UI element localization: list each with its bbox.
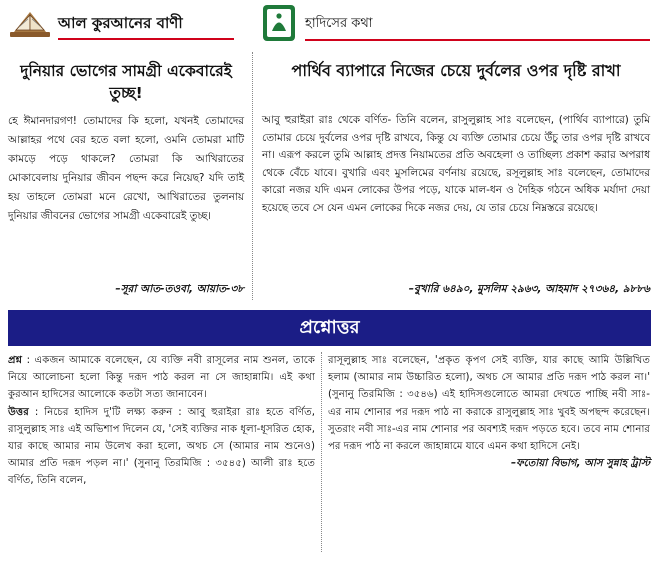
question-text: : একজন আমাকে বলেছেন, যে ব্যক্তি নবী রাসূলের নাম শুনল, তাকে নিয়ে আলোচনা হলো কিন্তু দরূদ পাঠ করল না সে জাহান্নামি। এই কথা কুরআন হাদিসের আলোকে কতটা সত্য জানাবেন।	[8, 355, 315, 401]
quran-article-body: হে ঈমানদারগণ! তোমাদের কি হলো, যখনই তোমাদের আল্লাহর পথে বের হতে বলা হলো, ওমনি তোমরা মাটি কামড়ে পড়ে থাকলে? তোমরা কি আখিরাতের মোকাবেলায় দুনিয়ার জীবন পছন্দ করে নিয়েছ? যদি তাই হয় তাহলে তোমরা মনে রেখো, আখিরাতের তুলনায় দুনিয়ার জীবনের ভোগের সামগ্রী একেবারেই তুচ্ছ।	[8, 115, 244, 222]
qa-column-divider	[321, 352, 322, 552]
qa-section-banner: প্রশ্নোত্তর	[8, 310, 651, 346]
quran-article-headline: দুনিয়ার ভোগের সামগ্রী একেবারেই তুচ্ছ!	[20, 62, 232, 102]
hadith-article-source: –বুখারি ৬৪৯০, মুসলিম ২৯৬৩, আহমাদ ২৭৩৬৪, ৯৮৮৬	[408, 283, 650, 295]
qa-left-column	[8, 352, 315, 490]
quran-article-source: –সূরা আত-তওবা, আয়াত-৩৮	[115, 283, 244, 295]
quran-section-title: আল কুরআনের বাণী	[58, 14, 183, 32]
hadith-title-underline	[305, 39, 650, 41]
hadith-article-body: আবু হুরাইরা রাঃ থেকে বর্ণিত- তিনি বলেন, রাসুলুল্লাহ সাঃ বলেছেন, (পার্থিব ব্যাপারে) তুমি তোমার চেয়ে দুর্বলের ওপর দৃষ্টি রাখবে, কিন্তু যে ব্যক্তি তোমার চেয়ে উঁচু তার ওপর দৃষ্টি রাখবে না। এরূপ করলে তুমি আল্লাহ প্রদত্ত নিয়ামতের প্রতি অবহেলা ও তাচ্ছিল্য প্রকাশ করার অপরাধ থেকে বেঁচে যাবে। বুখারি এবং মুসলিমের বর্ণনায় রয়েছে, রসূলুল্লাহ সাঃ বলেছেন, তোমাদের কারো নজর যদি এমন লোকের উপর পড়ে, যাকে মাল-ধন ও দৈহিক গঠনে অধিক মর্যাদা দেয়া হয়েছে তবে সে যেন এমন লোকের দিকে নজর দেয়, যে তার চেয়ে নিম্নস্তরে রয়েছে।	[262, 114, 650, 214]
quran-title-underline	[58, 38, 234, 40]
quran-book-icon	[8, 6, 52, 40]
qa-credit: –ফতোয়া বিভাগ, আস সুন্নাহ ট্রাস্ট	[511, 458, 650, 470]
hadith-book-icon	[262, 4, 296, 42]
hadith-section-title: হাদিসের কথা	[305, 16, 373, 31]
qa-right-column	[328, 352, 650, 472]
answer-text-part1: : নিচের হাদিস দু'টি লক্ষ্য করুন : আবু হুরাইরা রাঃ হতে বর্ণিত, রাসুলুল্লাহ সাঃ এই অভিশাপ দিলেন যে, 'সেই ব্যক্তির নাক ধূলা-ধূসরিত হোক, যার কাছে আমার নাম উলেখ করা হলো, অথচ সে (আমার নাম শুনেও) আমার প্রতি দরূদ পড়ল না।' (সুনানু তিরমিজি : ৩৫৪৫) আলী রাঃ হতে বর্ণিত, তিনি বলেন,	[8, 406, 315, 487]
answer-text-part2: রাসূলুল্লাহ সাঃ বলেছেন, 'প্রকৃত কৃপণ সেই ব্যক্তি, যার কাছে আমি উল্লিখিত হলাম (আমার নাম উচ্চারিত হলো), অথচ সে আমার প্রতি দরূদ পাঠ করল না।' (সুনানু তিরমিজি : ৩৫৪৬) এই হাদিসগুলোতে আমরা দেখতে পাচ্ছি নবী সাঃ-এর নাম শোনার পর দরূদ পাঠ না করাকে রাসুলুল্লাহ সাঃ খুবই অপছন্দ করেছেন। সুতরাং নবী সাঃ-এর নাম শোনার পর অবশ্যই দরূদ পড়তে হবে। তবে নাম শোনার পর দরূদ পাঠ না করলে জাহান্নামে যাবে এমন কথা হাদিসে নেই।	[328, 355, 650, 453]
hadith-article-headline: পার্থিব ব্যাপারে নিজের চেয়ে দুর্বলের ওপর দৃষ্টি রাখা	[291, 61, 621, 80]
column-divider	[252, 52, 253, 300]
question-label: প্রশ্ন	[8, 355, 23, 366]
answer-label: উত্তর	[8, 406, 29, 418]
